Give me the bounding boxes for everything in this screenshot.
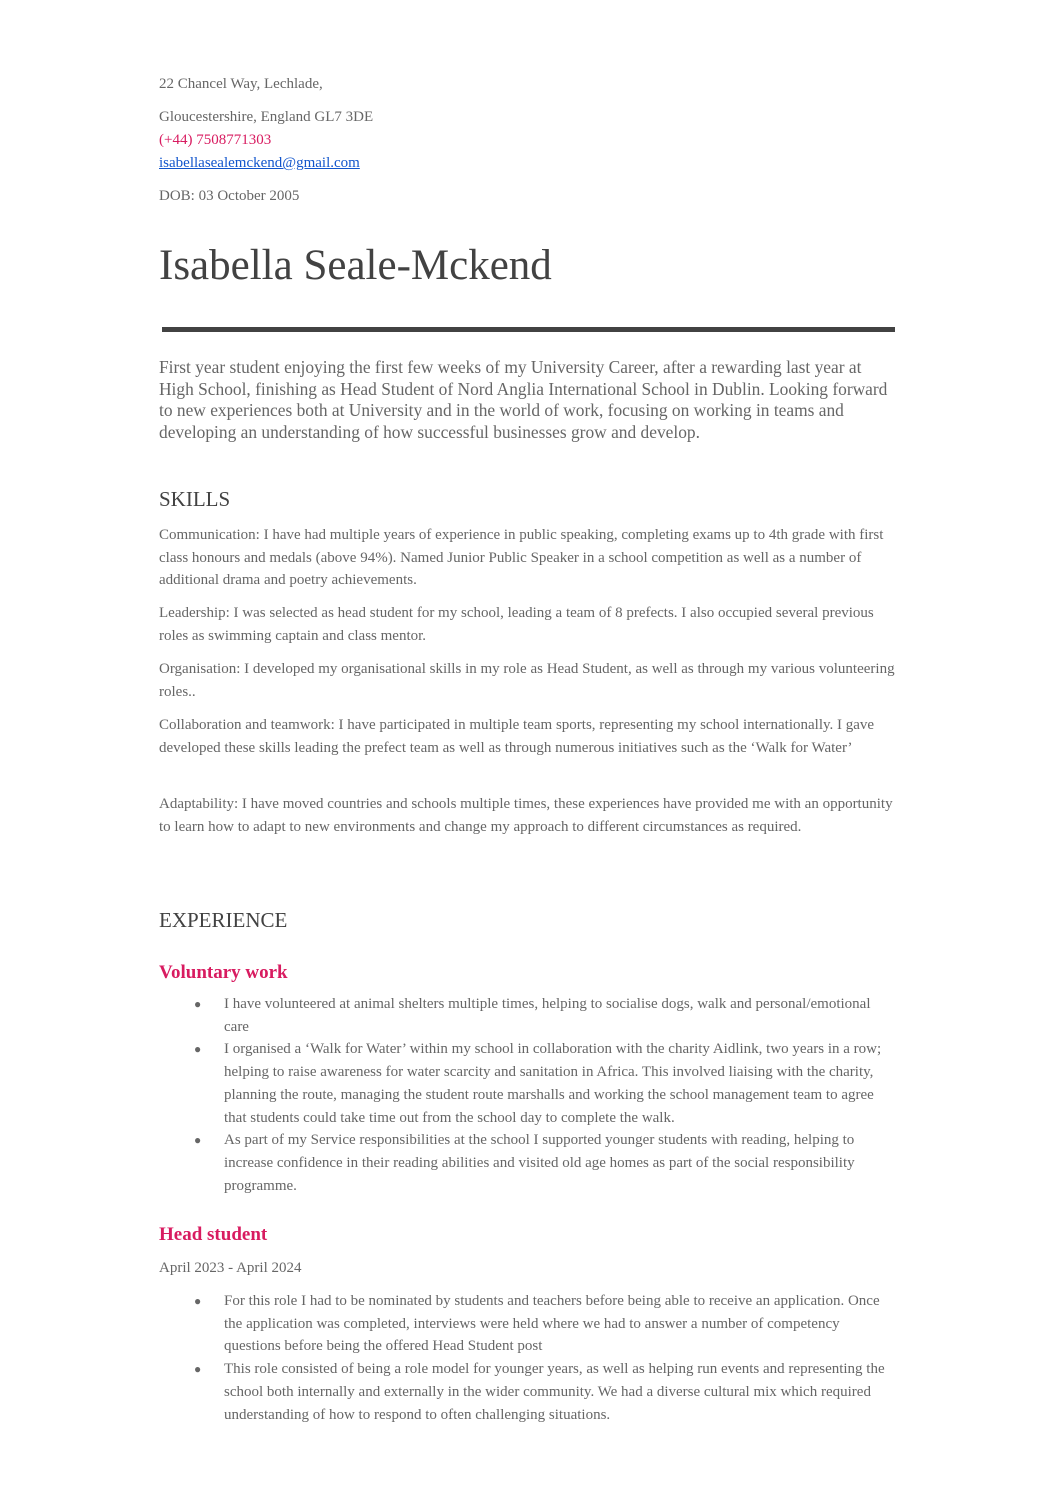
head-student-bullets [159, 1290, 899, 1426]
bullet-icon: ● [194, 997, 202, 1011]
date-of-birth: DOB: 03 October 2005 [159, 188, 300, 204]
list-item: ● I organised a ‘Walk for Water’ within my school in collaboration with the charity Aidlink, two years in a row; helping to raise awareness for water scarcity and sanitation in Africa. This involved liaising with the charity, planning the route, managing the student route marshalls and working the school management team to agree that students could take time out from the school day to complete the walk. [159, 1038, 899, 1129]
list-item: ● As part of my Service responsibilities at the school I supported younger students with reading, helping to increase confidence in their reading abilities and visited old age homes as part of the social responsibility programme. [159, 1129, 899, 1197]
skill-communication: Communication: I have had multiple years of experience in public speaking, completing exams up to 4th grade with first class honours and medals (above 94%). Named Junior Public Speaker in a school competition as well as a number of additional drama and poetry achievements. [159, 527, 884, 589]
skill-adaptability: Adaptability: I have moved countries and schools multiple times, these experiences have provided me with an opportunity to learn how to adapt to new environments and change my approach to different circumstances as required. [159, 796, 893, 835]
voluntary-work-bullets [159, 993, 899, 1197]
list-item: ● For this role I had to be nominated by students and teachers before being able to receive an application. Once the application was completed, interviews were held where we had to answer a number of competency questions before being the offered Head Student post [159, 1290, 899, 1358]
skill-organisation: Organisation: I developed my organisational skills in my role as Head Student, as well as through my various volunteering roles.. [159, 661, 895, 700]
job-date-range: April 2023 - April 2024 [159, 1260, 302, 1276]
bullet-icon: ● [194, 1042, 202, 1057]
address-line-2: Gloucestershire, England GL7 3DE [159, 109, 374, 125]
email-link[interactable]: isabellasealemckend@gmail.com [159, 155, 360, 171]
bullet-icon: ● [194, 1294, 202, 1308]
job-title-voluntary-work: Voluntary work [159, 962, 288, 983]
address-line-1: 22 Chancel Way, Lechlade, [159, 76, 323, 92]
candidate-name: Isabella Seale-Mckend [159, 242, 552, 289]
skill-leadership: Leadership: I was selected as head student for my school, leading a team of 8 prefects. I also occupied several previous roles as swimming captain and class mentor. [159, 605, 874, 644]
bullet-icon: ● [194, 1362, 202, 1377]
list-item: ● This role consisted of being a role model for younger years, as well as helping run events and representing the school both internally and externally in the wider community. We had a diverse cultural mix which required understanding of how to respond to often challenging situations. [159, 1358, 899, 1426]
list-item: ● I have volunteered at animal shelters multiple times, helping to socialise dogs, walk and personal/emotional care [159, 993, 899, 1038]
skills-heading: SKILLS [159, 487, 231, 511]
skill-collaboration: Collaboration and teamwork: I have participated in multiple team sports, representing my school internationally. I gave developed these skills leading the prefect team as well as through numerous initiatives such as the ‘Walk for Water’ [159, 717, 875, 756]
bullet-icon: ● [194, 1133, 202, 1148]
header-divider [162, 327, 895, 332]
phone-number: (+44) 7508771303 [159, 132, 272, 148]
profile-summary: First year student enjoying the first few weeks of my University Career, after a rewarding last year at High School, finishing as Head Student of Nord Anglia International School in Dublin. Looking forward to new experiences both at University and in the world of work, focusing on working in teams and developing an understanding of how successful businesses grow and develop. [159, 357, 888, 442]
job-title-head-student: Head student [159, 1224, 268, 1245]
experience-heading: EXPERIENCE [159, 908, 288, 932]
